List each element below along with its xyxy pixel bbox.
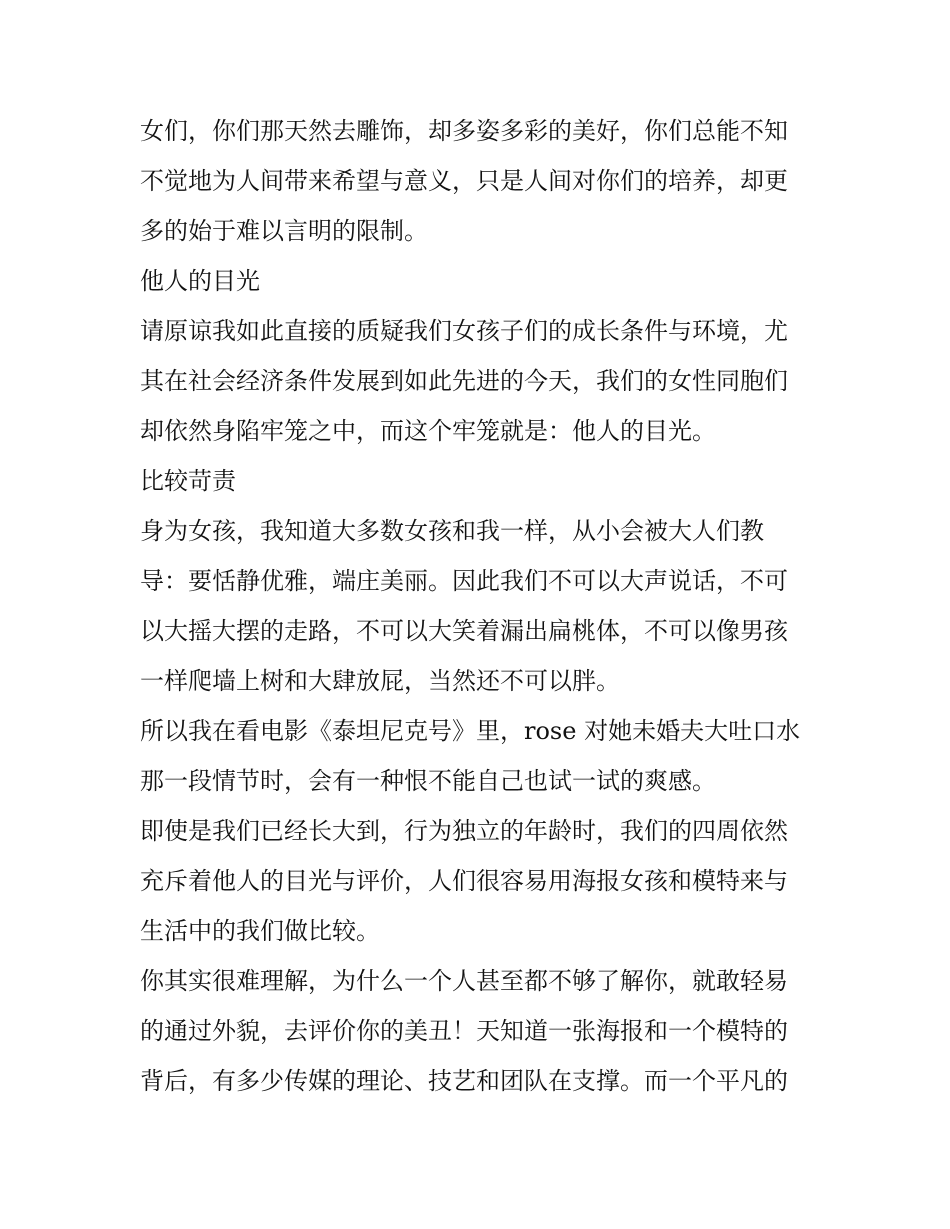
text-line: 一样爬墙上树和大肆放屁，当然还不可以胖。 <box>140 667 620 695</box>
document-body <box>140 106 812 1106</box>
text-line: 其在社会经济条件发展到如此先进的今天，我们的女性同胞们 <box>140 367 788 395</box>
text-line: 女们，你们那天然去雕饰，却多姿多彩的美好，你们总能不知 <box>140 117 788 145</box>
text-line: 充斥着他人的目光与评价，人们很容易用海报女孩和模特来与 <box>140 867 788 895</box>
text-line: 身为女孩，我知道大多数女孩和我一样，从小会被大人们教 <box>140 517 764 545</box>
paragraph <box>140 806 812 956</box>
section-heading: 他人的目光 <box>140 267 260 295</box>
section-heading: 比较苛责 <box>140 467 236 495</box>
text-line: 以大摇大摆的走路，不可以大笑着漏出扁桃体，不可以像男孩 <box>140 617 788 645</box>
paragraph <box>140 706 812 806</box>
paragraph <box>140 506 812 706</box>
text-line: 不觉地为人间带来希望与意义，只是人间对你们的培养，却更 <box>140 167 788 195</box>
text-line: 背后，有多少传媒的理论、技艺和团队在支撑。而一个平凡的 <box>140 1067 788 1095</box>
text-line: 所以我在看电影《泰坦尼克号》里，rose 对她未婚夫大吐口水 <box>140 717 801 745</box>
paragraph <box>140 956 812 1106</box>
text-line: 你其实很难理解，为什么一个人甚至都不够了解你，就敢轻易 <box>140 967 788 995</box>
paragraph <box>140 306 812 456</box>
text-line: 的通过外貌，去评价你的美丑！天知道一张海报和一个模特的 <box>140 1017 788 1045</box>
text-line: 却依然身陷牢笼之中，而这个牢笼就是：他人的目光。 <box>140 417 716 445</box>
text-line: 请原谅我如此直接的质疑我们女孩子们的成长条件与环境，尤 <box>140 317 788 345</box>
text-line: 即使是我们已经长大到，行为独立的年龄时，我们的四周依然 <box>140 817 788 845</box>
paragraph <box>140 106 812 256</box>
text-line: 那一段情节时，会有一种恨不能自己也试一试的爽感。 <box>140 767 716 795</box>
text-line: 导：要恬静优雅，端庄美丽。因此我们不可以大声说话，不可 <box>140 567 788 595</box>
text-line: 生活中的我们做比较。 <box>140 917 380 945</box>
text-line: 多的始于难以言明的限制。 <box>140 217 428 245</box>
